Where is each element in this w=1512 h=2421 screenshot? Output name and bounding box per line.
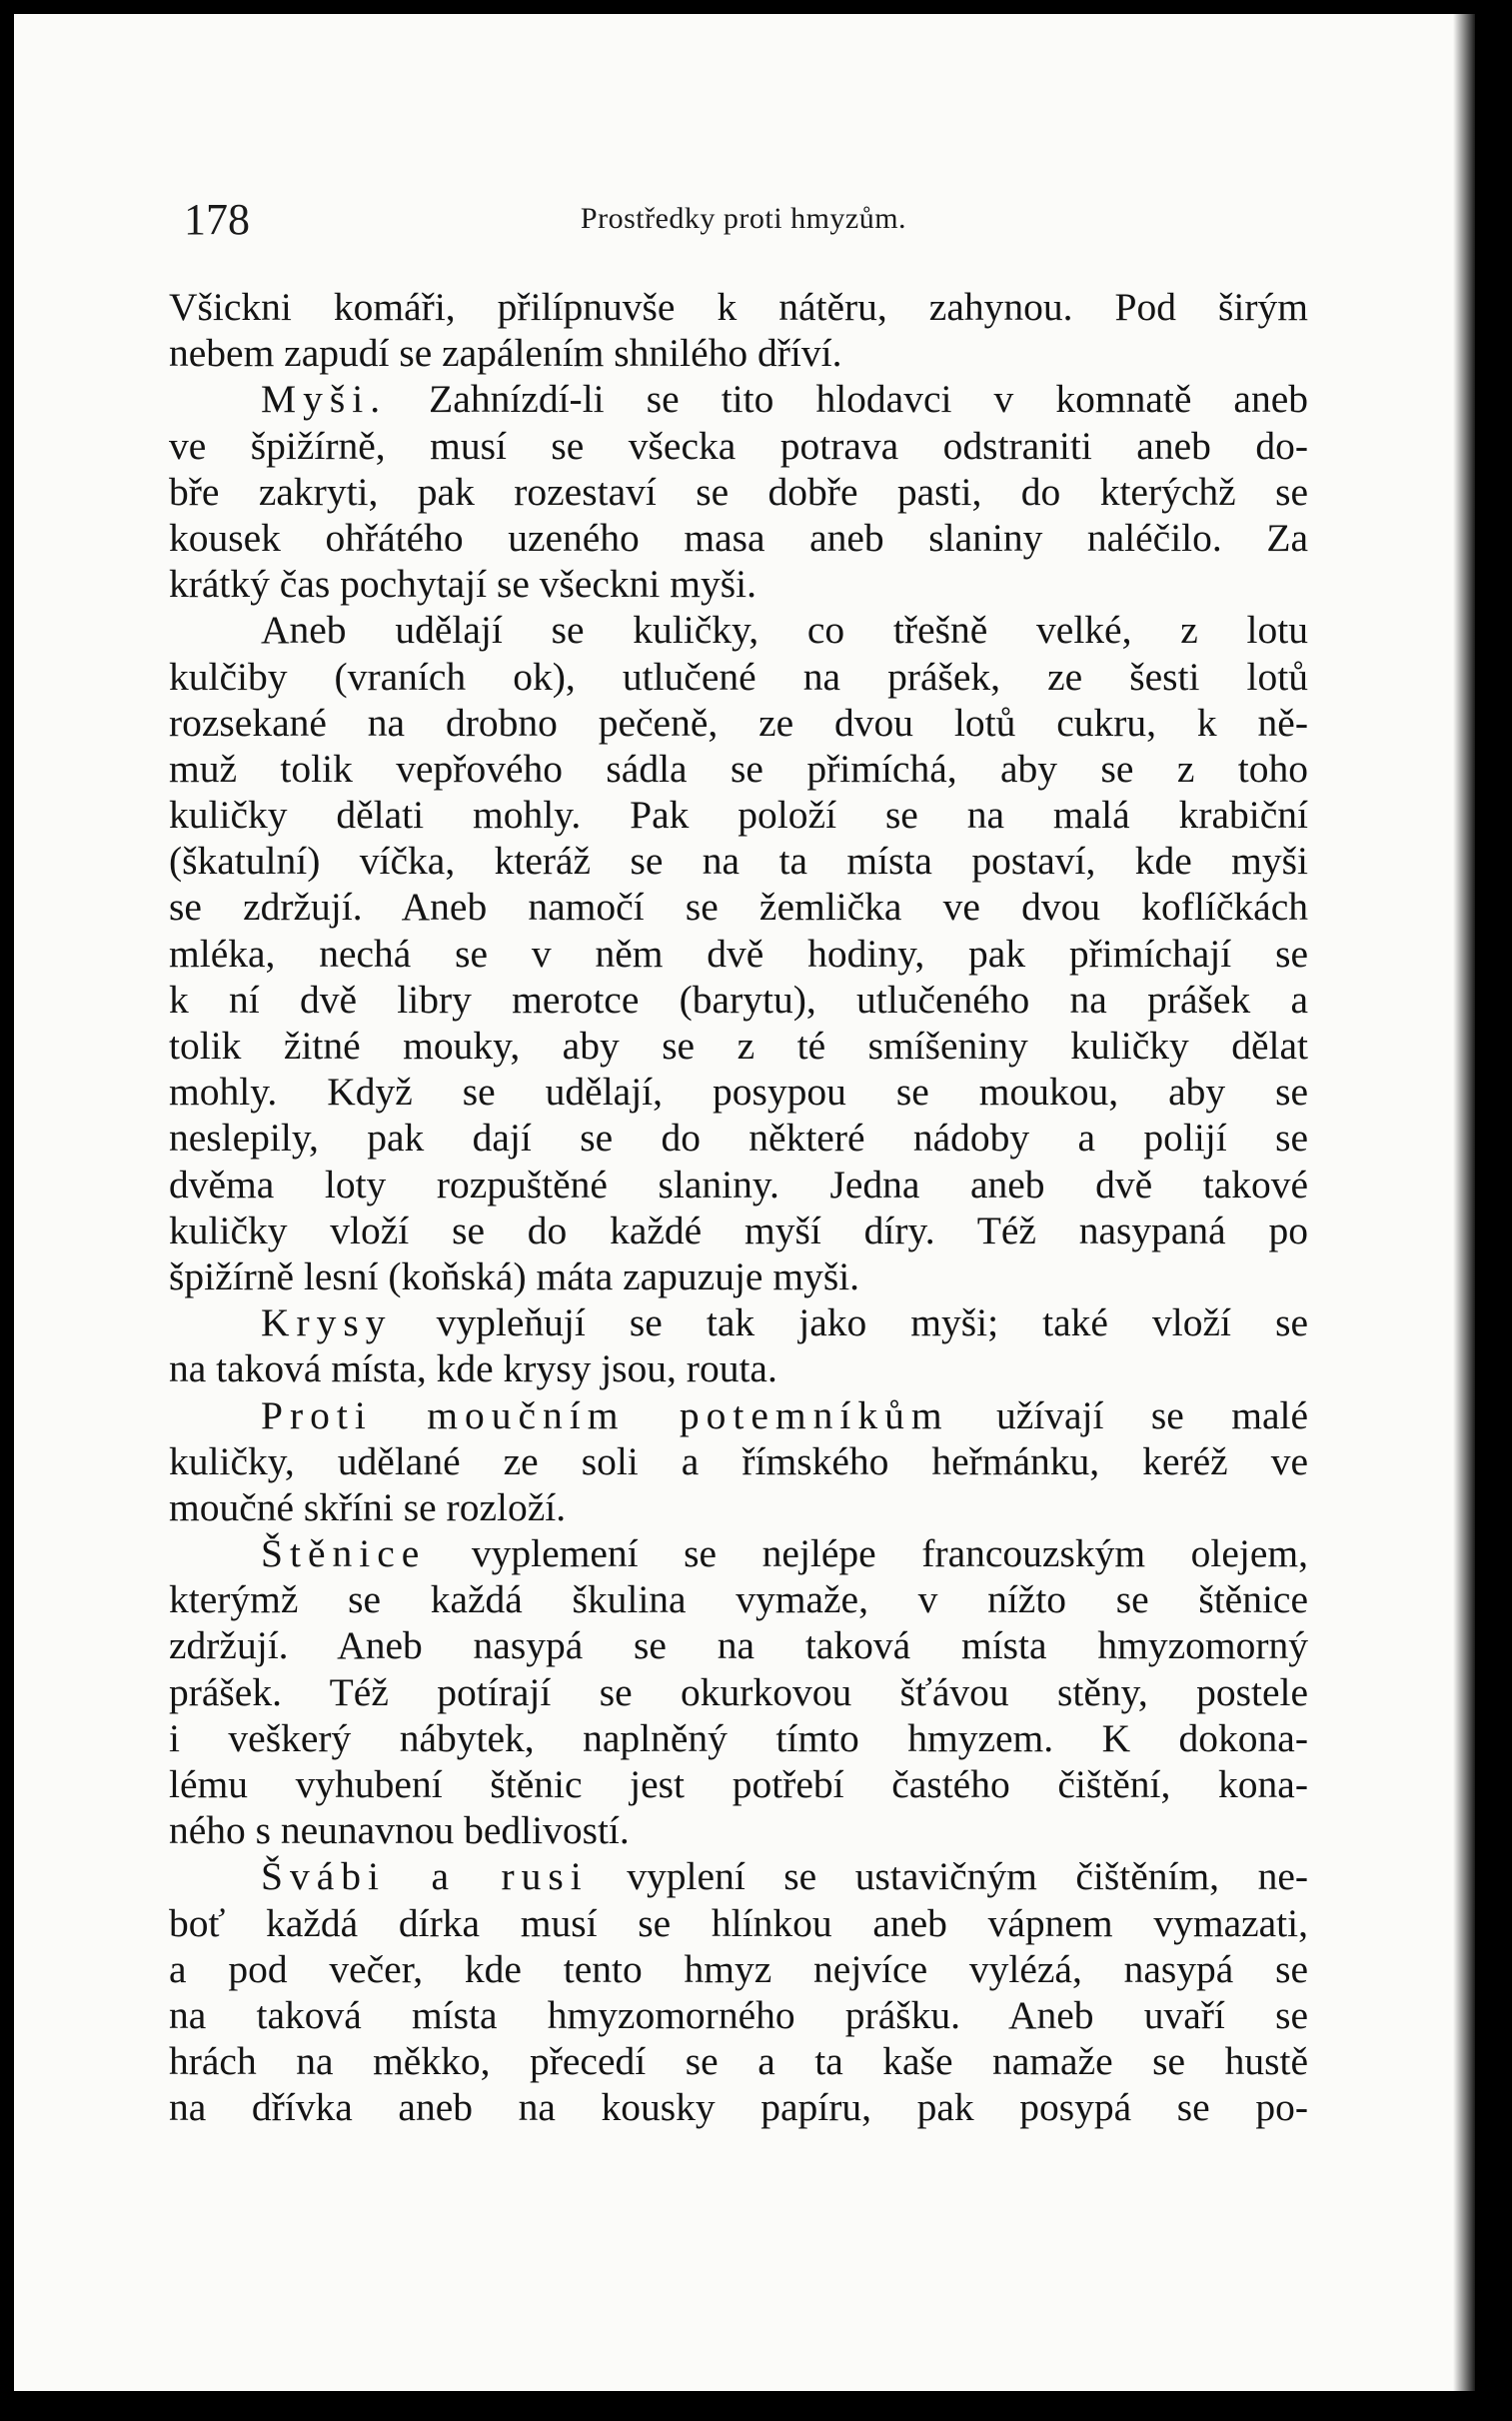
text-line: na taková místa hmyzomorného prášku. Aneb uvaří se xyxy=(169,1992,1308,2037)
page-header xyxy=(174,194,1313,244)
text-line: kuličky vloží se do každé myší díry. Též nasypaná po xyxy=(169,1208,1308,1252)
body-text xyxy=(169,284,1308,2131)
text-line: kousek ohřátého uzeného masa aneb slaniny naléčilo. Za xyxy=(169,515,1308,560)
text-line: kuličky dělati mohly. Pak položí se na malá krabiční xyxy=(169,793,1308,838)
spaced-heading: Proti moučním potemníkům xyxy=(261,1392,949,1437)
text-line: dvěma loty rozpuštěné slaniny. Jedna aneb dvě takové xyxy=(169,1162,1308,1207)
text-line: (škatulní) víčka, kteráž se na ta místa postaví, kde myši xyxy=(169,839,1308,884)
running-head: Prostředky proti hmyzům. xyxy=(580,202,907,235)
text-line: prášek. Též potírají se okurkovou šťávou stěny, postele xyxy=(169,1669,1308,1714)
spaced-heading: Štěnice xyxy=(261,1531,427,1576)
text-line: na dřívka aneb na kousky papíru, pak posypá se po- xyxy=(169,2085,1308,2130)
text-line: mléka, nechá se v něm dvě hodiny, pak přimíchají se xyxy=(169,931,1308,976)
text-line: se zdržují. Aneb namočí se žemlička ve dvou koflíčkách xyxy=(169,885,1308,930)
text-line: a pod večer, kde tento hmyz nejvíce vylézá, nasypá se xyxy=(169,1946,1308,1991)
text-line: špižírně lesní (koňská) máta zapuzuje myši. xyxy=(169,1253,860,1298)
text-line: i veškerý nábytek, naplněný tímto hmyzem. K dokona- xyxy=(169,1715,1308,1760)
text-line: na taková místa, kde krysy jsou, routa. xyxy=(169,1346,777,1391)
text-line: kterýmž se každá škulina vymaže, v nížto se štěnice xyxy=(169,1577,1308,1622)
text-line: moučné skříni se rozloží. xyxy=(169,1484,567,1529)
text-line: krátký čas pochytají se všeckni myši. xyxy=(169,562,756,607)
text-line: neslepily, pak dají se do některé nádoby a polijí se xyxy=(169,1116,1308,1161)
text-line: Štěnice vyplemení se nejlépe francouzským olejem, xyxy=(261,1531,1308,1576)
spaced-heading: Krysy xyxy=(261,1300,393,1345)
text-line: ve špižírně, musí se všecka potrava odstraniti aneb do- xyxy=(169,423,1308,468)
text-line: nebem zapudí se zapálením shnilého dříví. xyxy=(169,331,842,376)
text-line: ného s neunavnou bedlivostí. xyxy=(169,1808,630,1853)
text-line: rozsekané na drobno pečeně, ze dvou lotů cukru, k ně- xyxy=(169,700,1308,745)
spaced-heading: Švábi a rusi xyxy=(261,1854,589,1899)
spaced-heading: Myši. xyxy=(261,377,388,422)
text-line: Švábi a rusi vyplení se ustavičným čištěním, ne- xyxy=(261,1854,1308,1899)
text-line: Proti moučním potemníkům užívají se malé xyxy=(261,1392,1308,1437)
text-line: kulčiby (vraních ok), utlučené na prášek, ze šesti lotů xyxy=(169,654,1308,699)
text-line: muž tolik vepřového sádla se přimíchá, aby se z toho xyxy=(169,746,1308,791)
page-edge-shadow xyxy=(1453,14,1475,2391)
book-page xyxy=(14,14,1475,2391)
text-line: Myši. Zahnízdí-li se tito hlodavci v komnatě aneb xyxy=(261,377,1308,422)
text-line: Všickni komáři, přilípnuvše k nátěru, zahynou. Pod širým xyxy=(169,285,1308,329)
text-line: boť každá dírka musí se hlínkou aneb vápnem vymazati, xyxy=(169,1900,1308,1945)
text-line: mohly. Když se udělají, posypou se moukou, aby se xyxy=(169,1070,1308,1115)
text-line: k ní dvě libry merotce (barytu), utlučeného na prášek a xyxy=(169,977,1308,1022)
text-line: bře zakryti, pak rozestaví se dobře pasti, do kterýchž se xyxy=(169,469,1308,514)
text-line: zdržují. Aneb nasypá se na taková místa hmyzomorný xyxy=(169,1623,1308,1668)
text-line: hrách na měkko, přecedí se a ta kaše namaže se hustě xyxy=(169,2039,1308,2084)
text-line: Aneb udělají se kuličky, co třešně velké, z lotu xyxy=(261,608,1308,653)
text-line: Krysy vypleňují se tak jako myši; také vloží se xyxy=(261,1300,1308,1345)
text-line: lému vyhubení štěnic jest potřebí častého čištění, kona- xyxy=(169,1762,1308,1806)
text-line: tolik žitné mouky, aby se z té smíšeniny kuličky dělat xyxy=(169,1024,1308,1068)
text-line: kuličky, udělané ze soli a římského heřmánku, keréž ve xyxy=(169,1438,1308,1483)
page-number: 178 xyxy=(184,195,250,244)
